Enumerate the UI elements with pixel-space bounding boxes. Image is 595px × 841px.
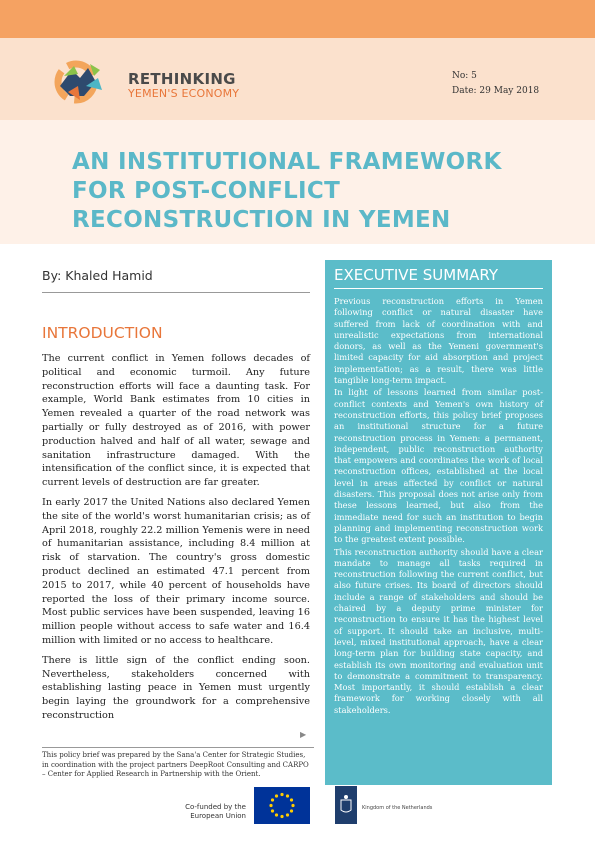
executive-summary-heading: EXECUTIVE SUMMARY xyxy=(334,266,499,284)
summary-paragraph: This reconstruction authority should have a clear mandate to manage all tasks required in reconstruction following the current conflict, but also future crises. Its board of directors should include a range of stakeholders and should be chaired by a deputy prime minister for reconstruction to ensure it has the highest level of support. It should take an inclusive, multi-level, mixed institutional approach, have a clear long-term plan for building state capacity, and establish its own monitoring and evaluation unit to demonstrate a commitment to transparency. Most importantly, it should establish a clear framework for working closely with all stakeholders. xyxy=(334,546,543,715)
eu-flag-icon xyxy=(254,787,310,824)
page-title: AN INSTITUTIONAL FRAMEWORK FOR POST-CONFLICT RECONSTRUCTION IN YEMEN xyxy=(72,149,502,233)
brief-date: Date: 29 May 2018 xyxy=(452,86,540,96)
introduction-heading: INTRODUCTION xyxy=(42,324,163,342)
cofunded-label: Co-funded by the European Union xyxy=(185,803,246,820)
logo-subtitle: YEMEN'S ECONOMY xyxy=(128,87,240,100)
author-divider xyxy=(42,292,310,293)
author-byline: By: Khaled Hamid xyxy=(42,268,153,283)
continue-arrow-icon: ▶ xyxy=(300,730,307,739)
summary-paragraph: In light of lessons learned from similar post-conflict contexts and Yemen's own history of reconstruction efforts, this policy brief proposes an institutional structure for a future reconstruction process in Yemen: a permanent, independent, public reconstruction authority that empowers and coordinates the work of local reconstruction offices, established at the local level in areas affected by conflict or natural disasters. This proposal does not arise only from these lessons learned, but also from the immediate need for such an institution to begin planning and implementing reconstruction work to the greatest extent possible. xyxy=(334,387,543,545)
intro-paragraph: The current conflict in Yemen follows decades of political and economic turmoil. Any future reconstruction efforts will face a daunting task. For example, World Bank estimates from 10 cities in Yemen revealed a quarter of the road network was partially or fully destroyed as of 2016, with power production halved and half of all water, sewage and sanitation infrastructure damaged. With the intensification of the conflict since, it is expected that current levels of destruction are far greater. xyxy=(42,353,310,489)
intro-paragraph: There is little sign of the conflict ending soon. Nevertheless, stakeholders concerned with establishing lasting peace in Yemen must urgently begin laying the groundwork for a comprehensive reconstruction xyxy=(42,654,310,721)
netherlands-crest-icon xyxy=(335,786,357,824)
top-color-strip xyxy=(0,0,595,38)
intro-paragraph: In early 2017 the United Nations also declared Yemen the site of the world's worst humanitarian crisis; as of April 2018, roughly 22.2 million Yemenis were in need of humanitarian assistance, including 8.4 million at risk of starvation. The country's gross domestic product declined an estimated 47.1 percent from 2015 to 2017, while 40 percent of households have reported the loss of their primary income source. Most public services have been suspended, leaving 16 million people without access to safe water and 16.4 million with limited or no access to healthcare. xyxy=(42,496,310,646)
brief-meta xyxy=(452,69,539,99)
summary-paragraph: Previous reconstruction efforts in Yemen following conflict or natural disaster have suffered from lack of coordination with and unrealistic expectations from international donors, as well as the Yemeni government's limited capacity for aid absorption and project implementation; as a result, there was little tangible long-term impact. xyxy=(334,296,543,386)
executive-summary-divider xyxy=(334,288,543,289)
footnote: This policy brief was prepared by the Sana'a Center for Strategic Studies, in coordination with the project partners DeepRoot Consulting and CARPO – Center for Applied Research in Partnership with the Orient. xyxy=(42,747,314,780)
introduction-body xyxy=(42,352,310,729)
logo-title: RETHINKING xyxy=(128,70,236,88)
netherlands-label: Kingdom of the Netherlands xyxy=(362,805,433,811)
brief-number: No: 5 xyxy=(452,71,477,81)
rethinking-yemen-logo-icon xyxy=(50,56,120,108)
executive-summary-body xyxy=(334,296,543,717)
